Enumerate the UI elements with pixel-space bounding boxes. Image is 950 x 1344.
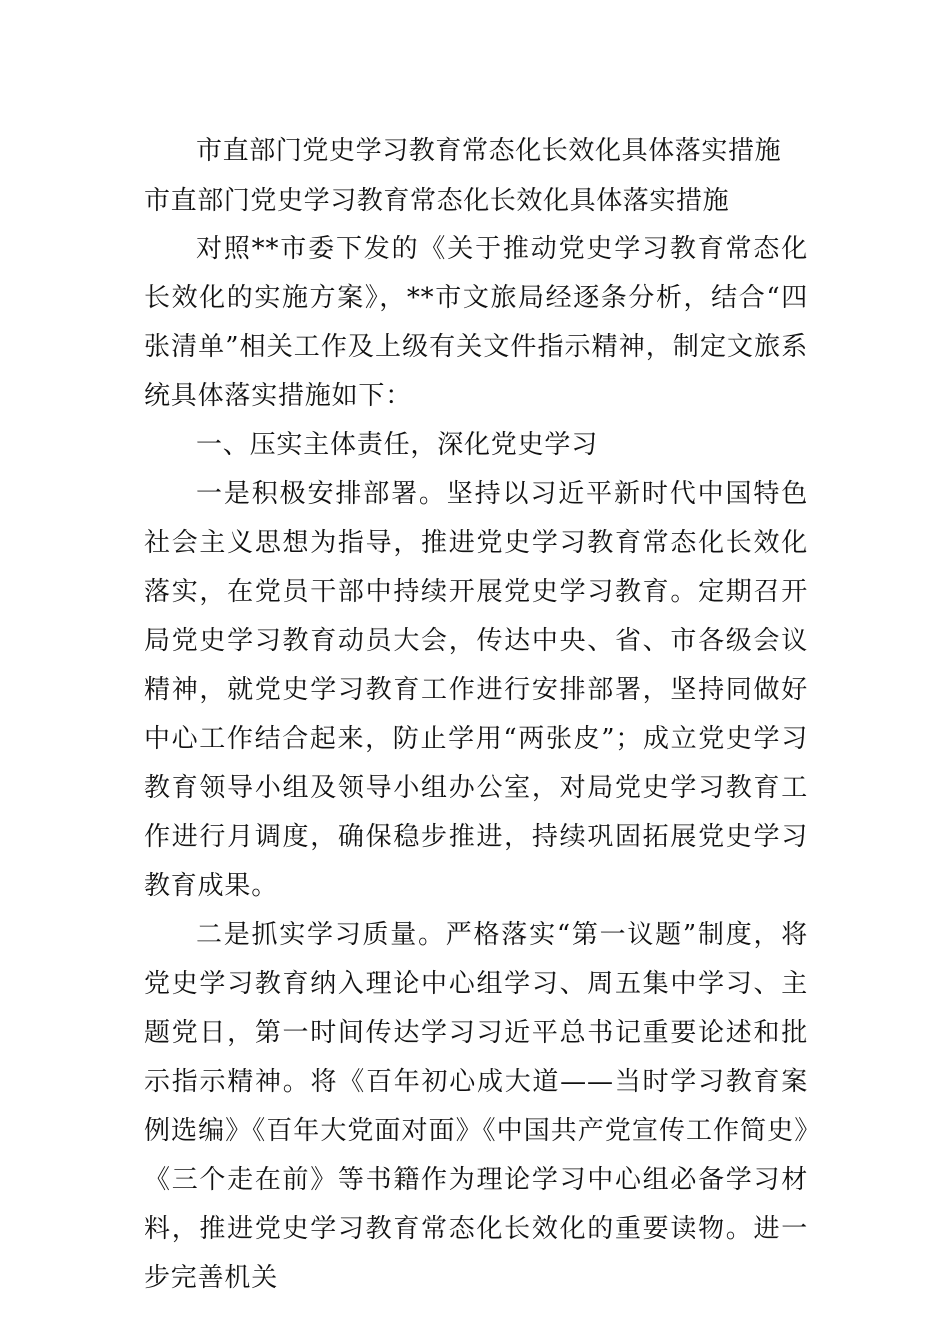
- section-heading: 一、压实主体责任，深化党史学习: [196, 430, 599, 460]
- document-subtitle: 市直部门党史学习教育常态化长效化具体落实措施: [144, 186, 730, 216]
- intro-paragraph: 对照**市委下发的《关于推动党史学习教育常态化长效化的实施方案》，**市文旅局经逐条分析，结合“四张清单”相关工作及上级有关文件指示精神，制定文旅系统具体落实措施如下：: [144, 234, 808, 411]
- document-title: 市直部门党史学习教育常态化长效化具体落实措施: [196, 136, 782, 166]
- paragraph-deployment: 一是积极安排部署。坚持以习近平新时代中国特色社会主义思想为指导，推进党史学习教育常态化长效化落实，在党员干部中持续开展党史学习教育。定期召开局党史学习教育动员大会，传达中央、省、市各级会议精神，就党史学习教育工作进行安排部署，坚持同做好中心工作结合起来，防止学用“两张皮”；成立党史学习教育领导小组及领导小组办公室，对局党史学习教育工作进行月调度，确保稳步推进，持续巩固拓展党史学习教育成果。: [144, 479, 808, 901]
- document-body: [144, 225, 808, 1303]
- paragraph-study-quality: 二是抓实学习质量。严格落实“第一议题”制度，将党史学习教育纳入理论中心组学习、周五集中学习、主题党日，第一时间传达学习习近平总书记重要论述和批示指示精神。将《百年初心成大道——当时学习教育案例选编》《百年大党面对面》《中国共产党宣传工作简史》《三个走在前》等书籍作为理论学习中心组必备学习材料，推进党史学习教育常态化长效化的重要读物。进一步完善机关: [144, 920, 808, 1293]
